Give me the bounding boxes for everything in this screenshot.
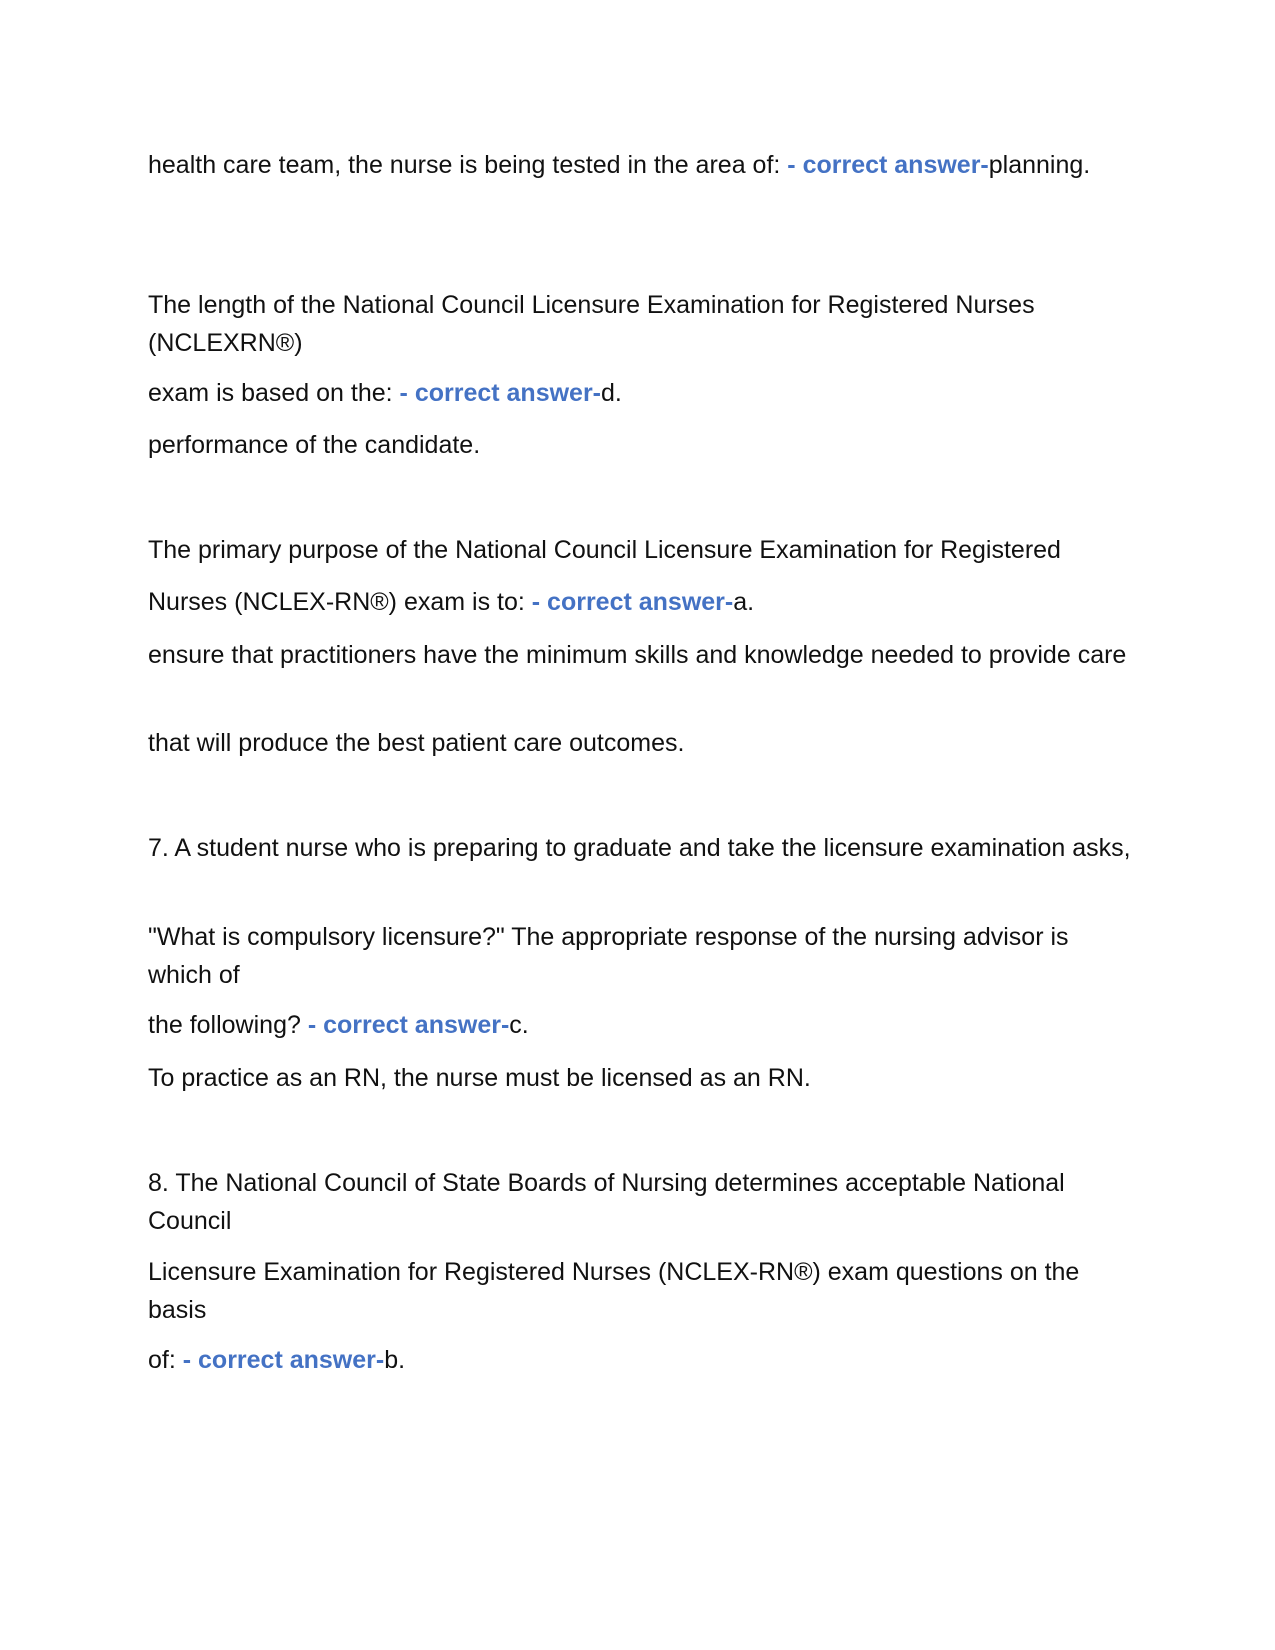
paragraph-text: of:: [148, 1346, 183, 1374]
paragraph-text: Nurses (NCLEX-RN®) exam is to:: [148, 588, 532, 616]
answer-detail-outcomes: that will produce the best patient care outcomes.: [148, 729, 685, 757]
answer-text: d.: [601, 379, 622, 407]
paragraph-q7-answer: [148, 1006, 1133, 1044]
answer-text: a.: [733, 588, 755, 616]
correct-answer-label: - correct answer-: [182, 1346, 385, 1374]
paragraph-q8-answer: [148, 1341, 1133, 1379]
question-7-intro: 7. A student nurse who is preparing to graduate and take the licensure examination asks,: [148, 834, 1131, 862]
answer-text: b.: [384, 1346, 406, 1374]
answer-detail-practice-rn: To practice as an RN, the nurse must be licensed as an RN.: [148, 1064, 811, 1092]
correct-answer-label: - correct answer-: [307, 1011, 510, 1039]
correct-answer-label: - correct answer-: [787, 151, 989, 179]
answer-text: planning.: [988, 151, 1091, 179]
paragraph-text: the following?: [148, 1011, 308, 1039]
question-7-body: "What is compulsory licensure?" The appropriate response of the nursing advisor is which of: [148, 923, 1069, 989]
question-primary-purpose: The primary purpose of the National Council Licensure Examination for Registered: [148, 536, 1061, 564]
question-nclex-length: The length of the National Council Licensure Examination for Registered Nurses (NCLEXRN®): [148, 291, 1035, 357]
answer-detail-ensure: ensure that practitioners have the minimum skills and knowledge needed to provide care: [148, 641, 1127, 669]
paragraph-purpose-answer: [148, 583, 1133, 621]
paragraph-text: health care team, the nurse is being tested in the area of:: [148, 151, 788, 179]
question-8-body: Licensure Examination for Registered Nurses (NCLEX-RN®) exam questions on the basis: [148, 1258, 1080, 1324]
correct-answer-label: - correct answer-: [531, 588, 734, 616]
paragraph-exam-based-answer: [148, 374, 1133, 412]
correct-answer-label: - correct answer-: [399, 379, 602, 407]
paragraph-planning-answer: [148, 146, 1133, 184]
answer-detail-performance: performance of the candidate.: [148, 431, 481, 459]
paragraph-text: exam is based on the:: [148, 379, 400, 407]
answer-text: c.: [509, 1011, 529, 1039]
question-8-intro: 8. The National Council of State Boards of Nursing determines acceptable National Council: [148, 1169, 1065, 1235]
